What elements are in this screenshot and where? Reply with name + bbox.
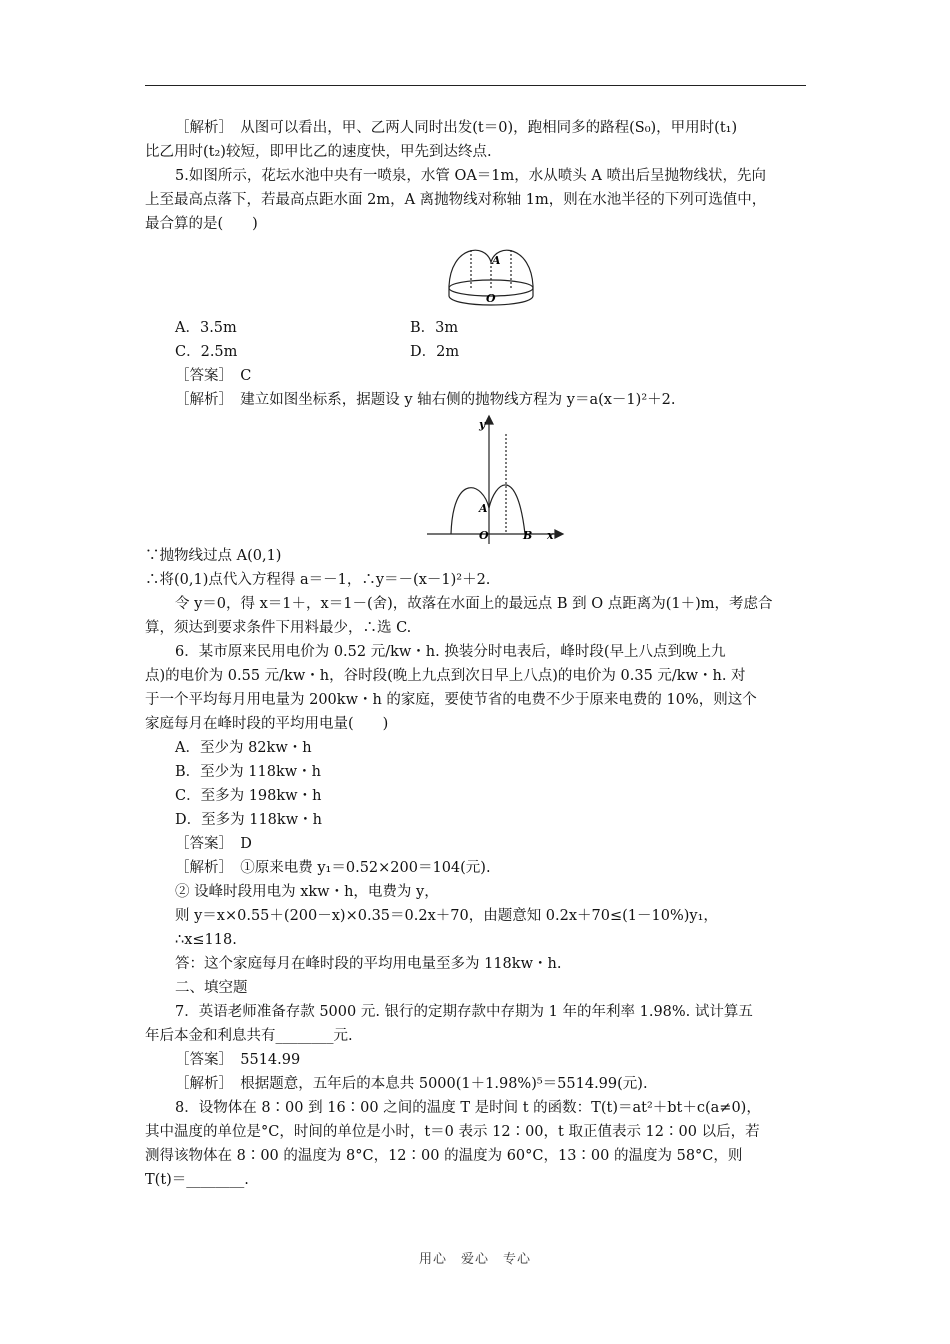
q5-option-d: D．2m bbox=[410, 344, 460, 360]
fig2-label-b: B bbox=[523, 529, 533, 542]
text-line: T(t)＝________. bbox=[145, 1172, 249, 1188]
text-line: ∴x≤118. bbox=[175, 932, 237, 948]
q5-option-b: B．3m bbox=[410, 320, 459, 336]
text-line: 测得该物体在 8∶00 的温度为 8°C，12∶00 的温度为 60°C，13∶00 的温度为 58°C，则 bbox=[145, 1148, 743, 1164]
parabola-coordinate-figure bbox=[145, 412, 806, 544]
text-line: 年后本金和利息共有________元. bbox=[145, 1028, 353, 1044]
text-line: 最合算的是( ) bbox=[145, 216, 258, 232]
fig2-label-x: x bbox=[547, 529, 554, 542]
question-7: 7．英语老师准备存款 5000 元. 银行的定期存款中存期为 1 年的年利率 1.98%. 试计算五 bbox=[175, 1004, 753, 1020]
page-footer: 用心 爱心 专心 bbox=[418, 1252, 531, 1267]
fountain-figure bbox=[145, 236, 806, 316]
fig2-label-o: O bbox=[479, 529, 489, 542]
analysis-6: ［解析］ ①原来电费 y₁＝0.52×200＝104(元). bbox=[175, 860, 491, 876]
q6-option-a: A．至少为 82kw・h bbox=[175, 740, 312, 756]
q5-option-c: C．2.5m bbox=[175, 344, 238, 360]
header-rule bbox=[145, 85, 806, 86]
text-line: 家庭每月在峰时段的平均用电量( ) bbox=[145, 716, 389, 732]
q6-option-b: B．至少为 118kw・h bbox=[175, 764, 321, 780]
text-line: 令 y＝0，得 x＝1＋，x＝1－(舍)，故落在水面上的最远点 B 到 O 点距离为(1＋)m，考虑合 bbox=[175, 596, 773, 612]
analysis-7: ［解析］ 根据题意，五年后的本息共 5000(1＋1.98%)⁵＝5514.99(元). bbox=[175, 1076, 648, 1092]
question-5: 5.如图所示，花坛水池中央有一喷泉，水管 OA＝1m，水从喷头 A 喷出后呈抛物线状，先向 bbox=[175, 168, 766, 184]
page-content bbox=[145, 116, 806, 1192]
text-line: 答：这个家庭每月在峰时段的平均用电量至多为 118kw・h. bbox=[175, 956, 562, 972]
section-heading: 二、填空题 bbox=[175, 980, 248, 996]
text-line: 算，须达到要求条件下用料最少，∴选 C. bbox=[145, 620, 412, 636]
q5-option-a: A．3.5m bbox=[175, 320, 237, 336]
q5-options-row-1 bbox=[145, 316, 806, 340]
answer-6: ［答案］ D bbox=[175, 836, 252, 852]
fig2-label-y: y bbox=[479, 418, 486, 431]
text-line: 点)的电价为 0.55 元/kw・h，谷时段(晚上九点到次日早上八点)的电价为 0.35 元/kw・h. 对 bbox=[145, 668, 746, 684]
answer-5: ［答案］ C bbox=[175, 368, 252, 384]
q5-options-row-2 bbox=[145, 340, 806, 364]
q6-option-d: D．至多为 118kw・h bbox=[175, 812, 322, 828]
question-8: 8．设物体在 8∶00 到 16∶00 之间的温度 T 是时间 t 的函数：T(t)＝at²＋bt＋c(a≠0)， bbox=[175, 1100, 761, 1116]
q6-option-c: C．至多为 198kw・h bbox=[175, 788, 322, 804]
text-line: 上至最高点落下，若最高点距水面 2m，A 离抛物线对称轴 1m，则在水池半径的下列可选值中， bbox=[145, 192, 767, 208]
text-line: 则 y＝x×0.55＋(200－x)×0.35＝0.2x＋70，由题意知 0.2x＋70≤(1－10%)y₁， bbox=[175, 908, 718, 924]
fig2-label-a: A bbox=[479, 502, 488, 515]
text-line: ② 设峰时段用电为 xkw・h，电费为 y， bbox=[175, 884, 439, 900]
answer-7: ［答案］ 5514.99 bbox=[175, 1052, 301, 1068]
text-line: 其中温度的单位是°C，时间的单位是小时，t＝0 表示 12∶00，t 取正值表示 12∶00 以后，若 bbox=[145, 1124, 760, 1140]
fig1-label-a: A bbox=[492, 254, 501, 267]
analysis-5: ［解析］ 建立如图坐标系，据题设 y 轴右侧的抛物线方程为 y＝a(x－1)²＋2. bbox=[175, 392, 676, 408]
text-line: ∵抛物线过点 A(0,1) bbox=[145, 548, 282, 564]
text-line: ∴将(0,1)点代入方程得 a＝－1，∴y＝－(x－1)²＋2. bbox=[145, 572, 491, 588]
text-line: 比乙用时(t₂)较短，即甲比乙的速度快，甲先到达终点. bbox=[145, 144, 492, 160]
text-line: ［解析］ 从图可以看出，甲、乙两人同时出发(t＝0)，跑相同多的路程(S₀)，甲用时(t₁) bbox=[175, 120, 738, 136]
fig1-label-o: O bbox=[486, 292, 496, 305]
text-line: 于一个平均每月用电量为 200kw・h 的家庭，要使节省的电费不少于原来电费的 10%，则这个 bbox=[145, 692, 757, 708]
question-6: 6．某市原来民用电价为 0.52 元/kw・h. 换装分时电表后，峰时段(早上八点到晚上九 bbox=[175, 644, 726, 660]
